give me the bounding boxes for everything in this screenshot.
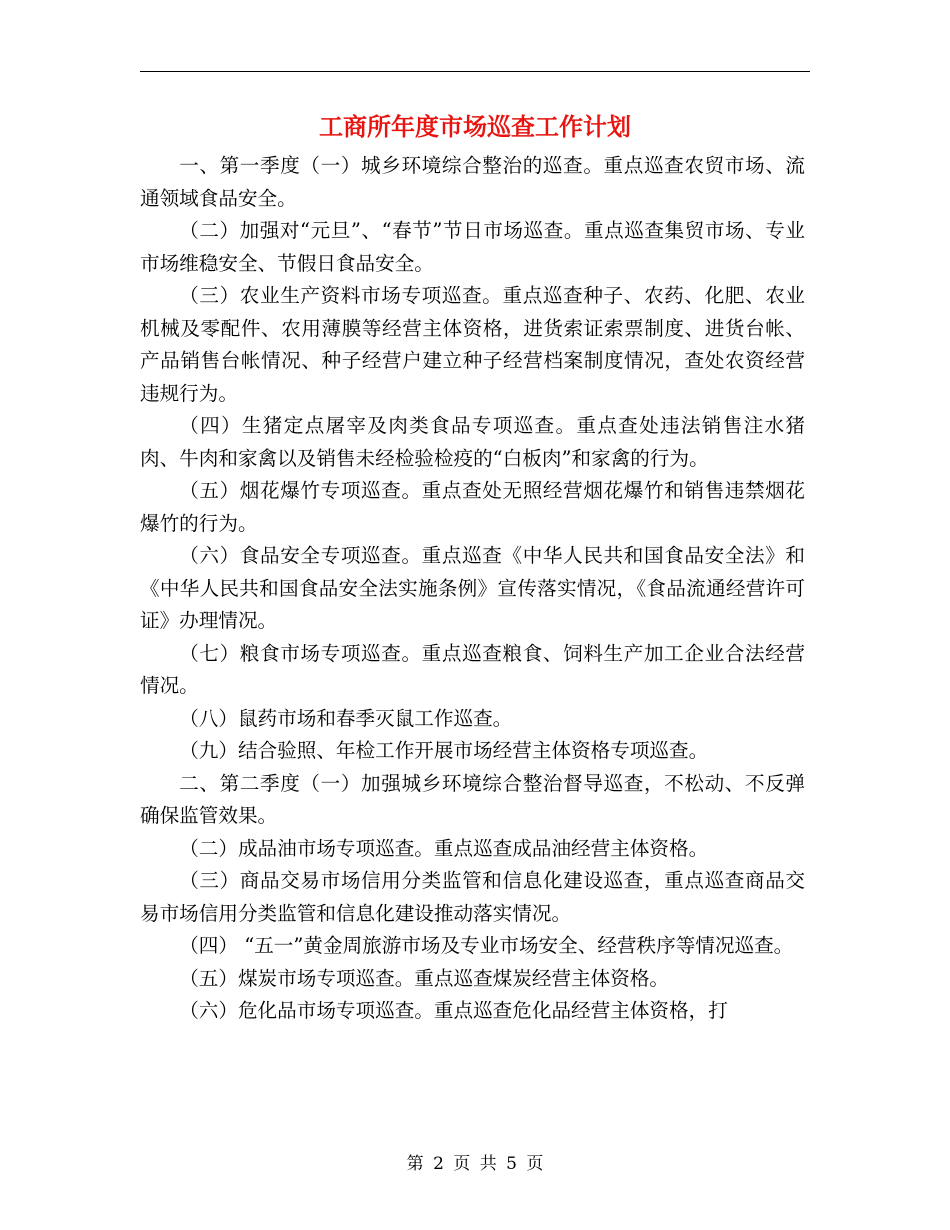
- paragraph-q1-item-6: （六）食品安全专项巡查。重点巡查《中华人民共和国食品安全法》和《中华人民共和国食品安全法实施条例》宣传落实情况，《食品流通经营许可证》办理情况。: [140, 544, 805, 632]
- paragraph-q1-item-2: （二）加强对“元旦”、“春节”节日市场巡查。重点巡查集贸市场、专业市场维稳安全、节假日食品安全。: [140, 219, 805, 275]
- paragraph-q1-item-4: （四）生猪定点屠宰及肉类食品专项巡查。重点查处违法销售注水猪肉、牛肉和家禽以及销售未经检验检疫的“白板肉”和家禽的行为。: [140, 414, 805, 470]
- paragraph-q2-item-4: （四） “五一”黄金周旅游市场及专业市场安全、经营秩序等情况巡查。: [179, 934, 794, 957]
- header-rule: [140, 71, 810, 72]
- paragraph-q1-item-9: （九）结合验照、年检工作开展市场经营主体资格专项巡查。: [179, 739, 709, 762]
- paragraph-q2-item-3: （三）商品交易市场信用分类监管和信息化建设巡查，重点巡查商品交易市场信用分类监管和信息化建设推动落实情况。: [140, 869, 805, 925]
- paragraph-q1-item-3: （三）农业生产资料市场专项巡查。重点巡查种子、农药、化肥、农业机械及零配件、农用薄膜等经营主体资格，进货索证索票制度、进货台帐、产品销售台帐情况、种子经营户建立种子经营档案制度情况，查处农资经营违规行为。: [140, 284, 805, 405]
- document-body: [140, 150, 805, 1028]
- paragraph-q2-item-6: （六）危化品市场专项巡查。重点巡查危化品经营主体资格，打: [179, 999, 728, 1022]
- page-number: 第 2 页 共 5 页: [406, 1154, 544, 1174]
- paragraph-q2-item-2: （二）成品油市场专项巡查。重点巡查成品油经营主体资格。: [179, 836, 709, 860]
- paragraph-q2-item-5: （五）煤炭市场专项巡查。重点巡查煤炭经营主体资格。: [179, 966, 670, 990]
- paragraph-q1-item-1: 一、第一季度（一）城乡环境综合整治的巡查。重点巡查农贸市场、流通领域食品安全。: [140, 154, 805, 210]
- paragraph-q1-item-7: （七）粮食市场专项巡查。重点巡查粮食、饲料生产加工企业合法经营情况。: [140, 641, 805, 697]
- document-title: 工商所年度市场巡查工作计划: [319, 113, 631, 141]
- paragraph-q1-item-8: （八）鼠药市场和春季灭鼠工作巡查。: [179, 706, 513, 730]
- paragraph-q2-item-1: 二、第二季度（一）加强城乡环境综合整治督导巡查，不松动、不反弹确保监管效果。: [140, 771, 805, 827]
- paragraph-q1-item-5: （五）烟花爆竹专项巡查。重点查处无照经营烟花爆竹和销售违禁烟花爆竹的行为。: [140, 479, 805, 535]
